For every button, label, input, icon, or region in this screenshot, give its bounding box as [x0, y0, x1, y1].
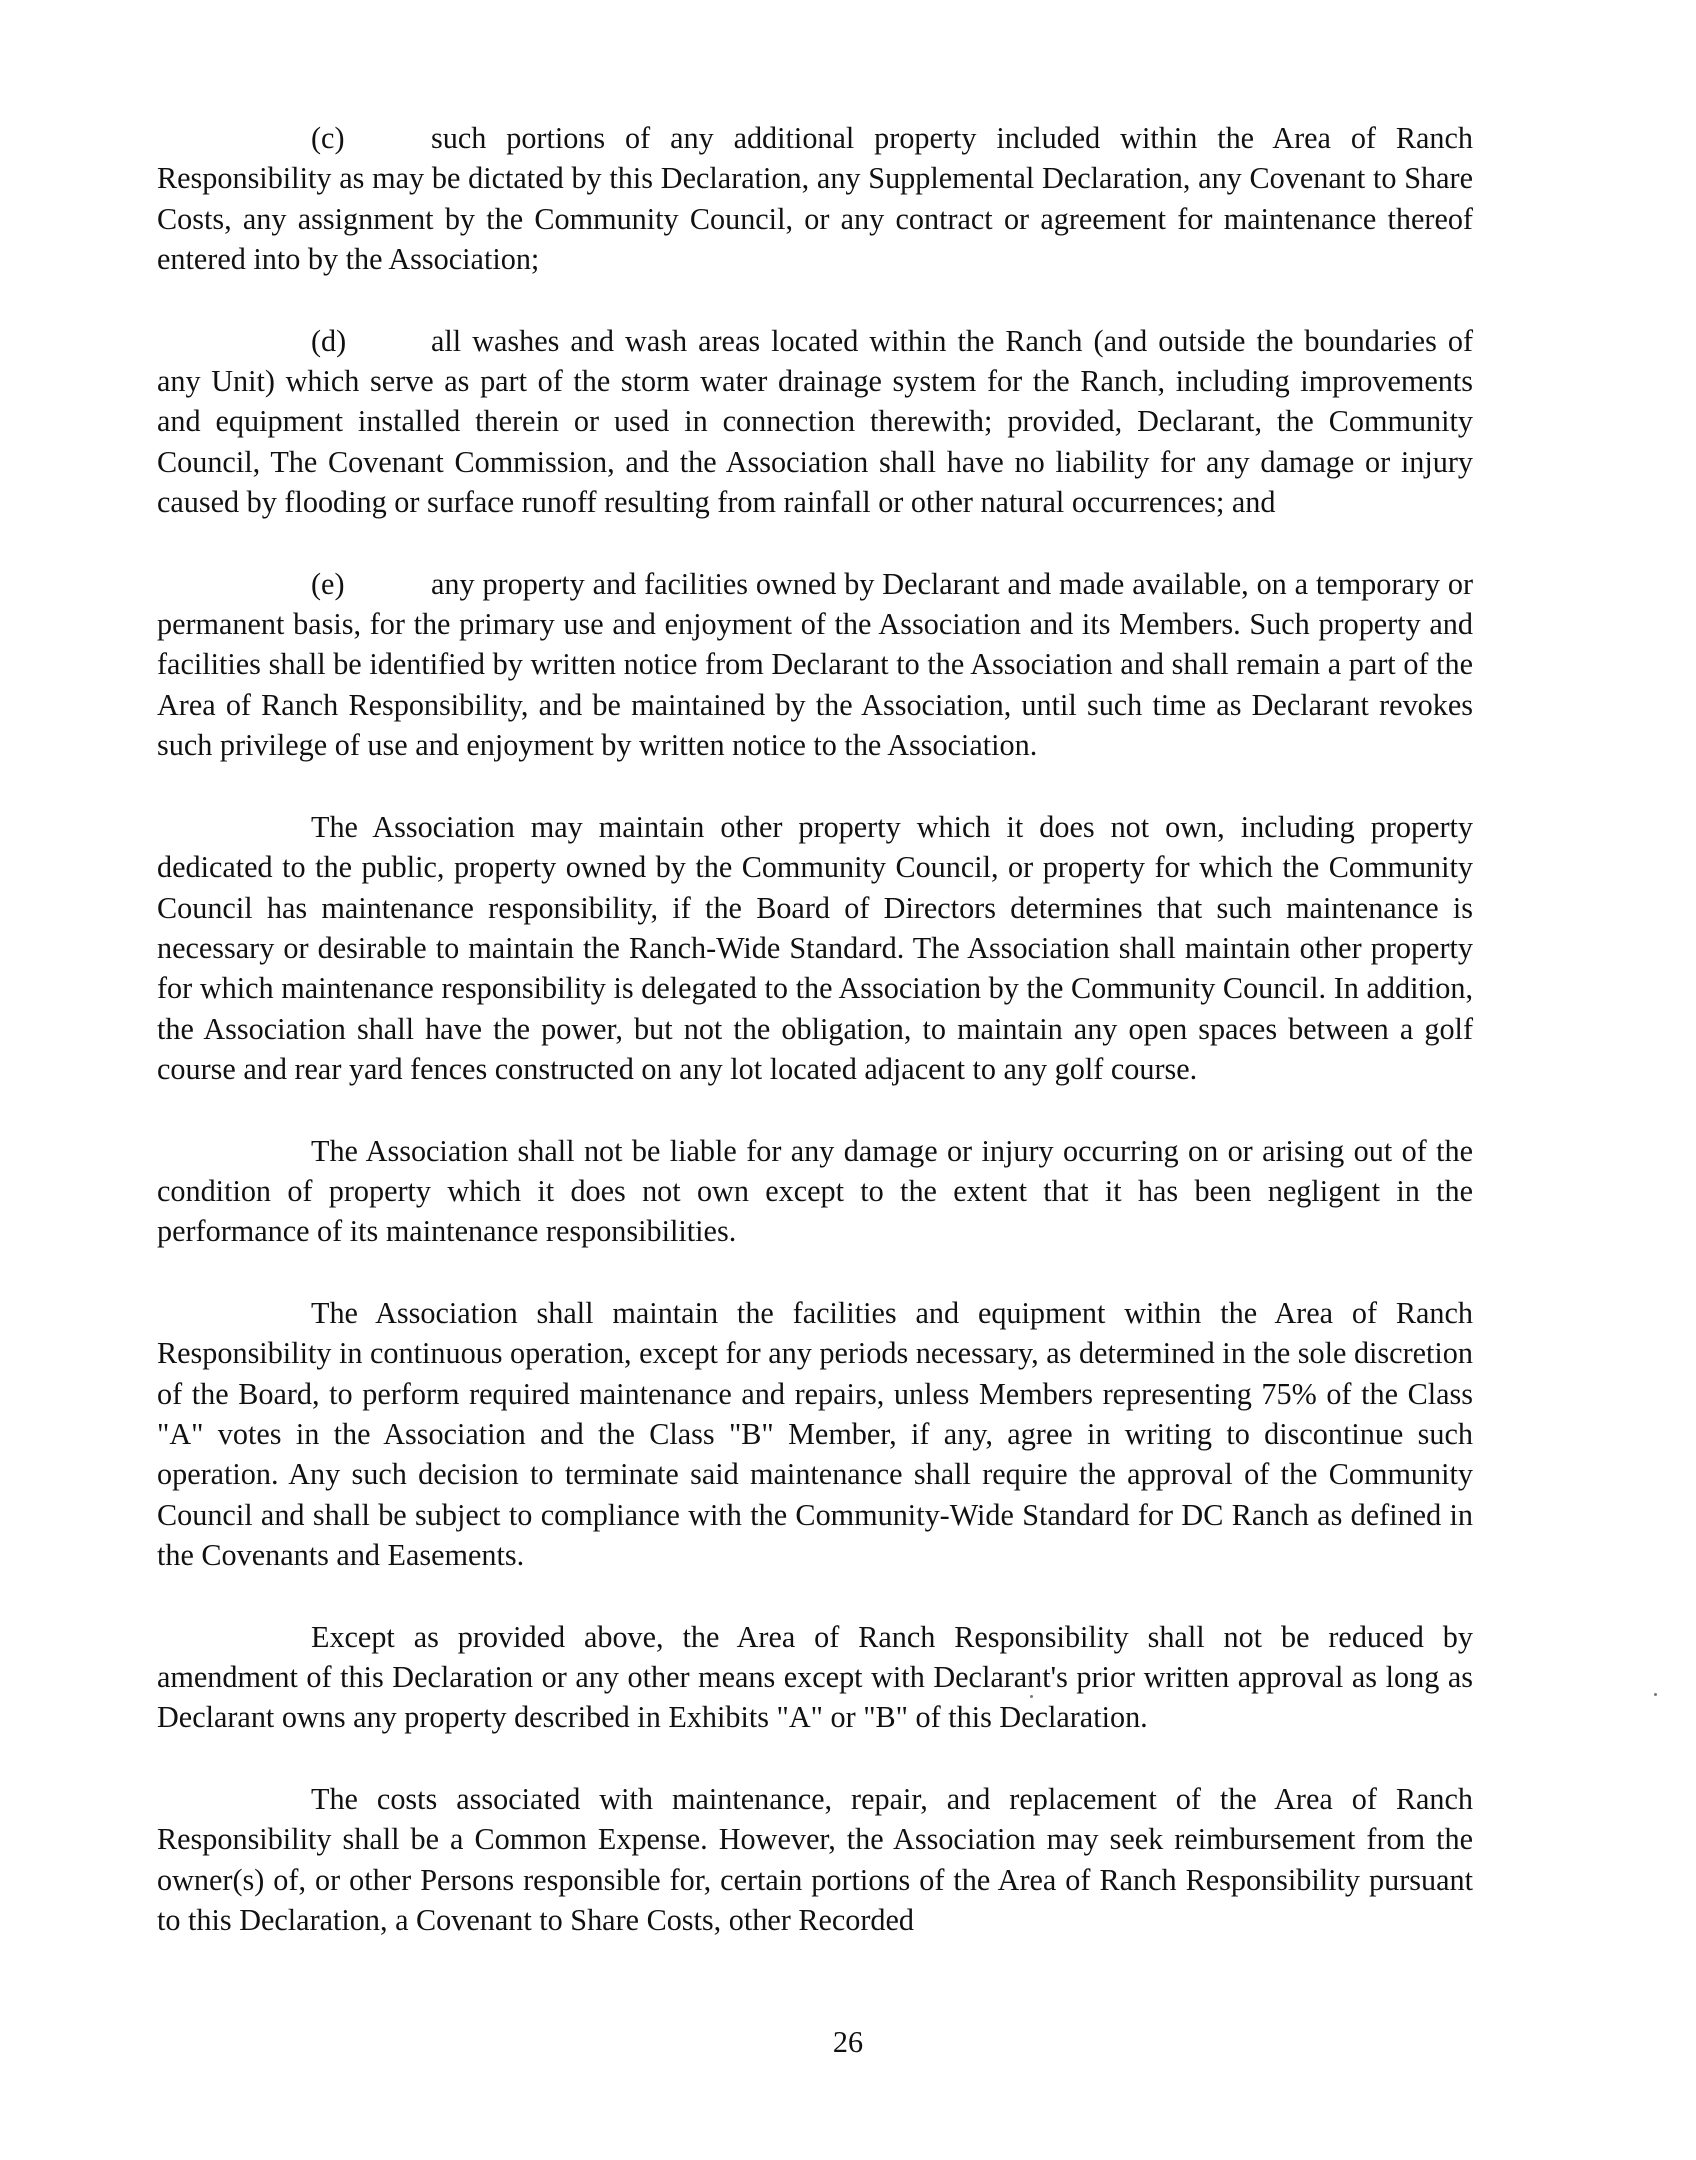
- document-page: [157, 118, 1473, 1981]
- item-label: (e): [311, 566, 345, 601]
- item-text: any property and facilities owned by Declarant and made available, on a temporary or permanent basis, for the primary use and enjoyment of the Association and its Members. Such property and facilities shall be identified by written notice from Declarant to the Association and shall remain a part of the Area of Ranch Responsibility, and be maintained by the Association, until such time as Declarant revokes such privilege of use and enjoyment by written notice to the Association.: [157, 566, 1473, 763]
- paragraph-reduction: Except as provided above, the Area of Ranch Responsibility shall not be reduced by amendment of this Declaration or any other means except with Declarant's prior written approval as long as Declarant owns any property described in Exhibits "A" or "B" of this Declaration.: [157, 1619, 1473, 1735]
- paragraph-other-property: The Association may maintain other property which it does not own, including property dedicated to the public, property owned by the Community Council, or property for which the Community Council has maintenance responsibility, if the Board of Directors determines that such maintenance is necessary or desirable to maintain the Ranch-Wide Standard. The Association shall maintain other property for which maintenance responsibility is delegated to the Association by the Community Council. In addition, the Association shall have the power, but not the obligation, to maintain any open spaces between a golf course and rear yard fences constructed on any lot located adjacent to any golf course.: [157, 809, 1473, 1087]
- list-item-e: [157, 564, 1473, 766]
- list-item-d: [157, 321, 1473, 523]
- item-text: such portions of any additional property included within the Area of Ranch Responsibility as may be dictated by this Declaration, any Supplemental Declaration, any Covenant to Share Costs, any assignment by the Community Council, or any contract or agreement for maintenance thereof entered into by the Association;: [157, 121, 1473, 277]
- list-item-c: [157, 118, 1473, 280]
- paragraph-costs: The costs associated with maintenance, repair, and replacement of the Area of Ranch Responsibility shall be a Common Expense. However, the Association may seek reimbursement from the owner(s) of, or other Persons responsible for, certain portions of the Area of Ranch Responsibility pursuant to this Declaration, a Covenant to Share Costs, other Recorded: [157, 1781, 1473, 1938]
- scan-speck: [1654, 1693, 1657, 1696]
- item-text: all washes and wash areas located within the Ranch (and outside the boundaries of any Unit) which serve as part of the storm water drainage system for the Ranch, including improvements and equipment installed therein or used in connection therewith; provided, Declarant, the Community Council, The Covenant Commission, and the Association shall have no liability for any damage or injury caused by flooding or surface runoff resulting from rainfall or other natural occurrences; and: [157, 323, 1473, 520]
- item-label: (d): [311, 323, 347, 358]
- page-number: 26: [832, 2025, 864, 2059]
- item-label: (c): [311, 121, 345, 155]
- scan-speck: [1030, 1695, 1033, 1698]
- paragraph-continuous-operation: The Association shall maintain the facilities and equipment within the Area of Ranch Responsibility in continuous operation, except for any periods necessary, as determined in the sole discretion of the Board, to perform required maintenance and repairs, unless Members representing 75% of the Class "A" votes in the Association and the Class "B" Member, if any, agree in writing to discontinue such operation. Any such decision to terminate said maintenance shall require the approval of the Community Council and shall be subject to compliance with the Community-Wide Standard for DC Ranch as defined in the Covenants and Easements.: [157, 1295, 1473, 1573]
- paragraph-liability: The Association shall not be liable for any damage or injury occurring on or arising out of the condition of property which it does not own except to the extent that it has been negligent in the performance of its maintenance responsibilities.: [157, 1133, 1473, 1249]
